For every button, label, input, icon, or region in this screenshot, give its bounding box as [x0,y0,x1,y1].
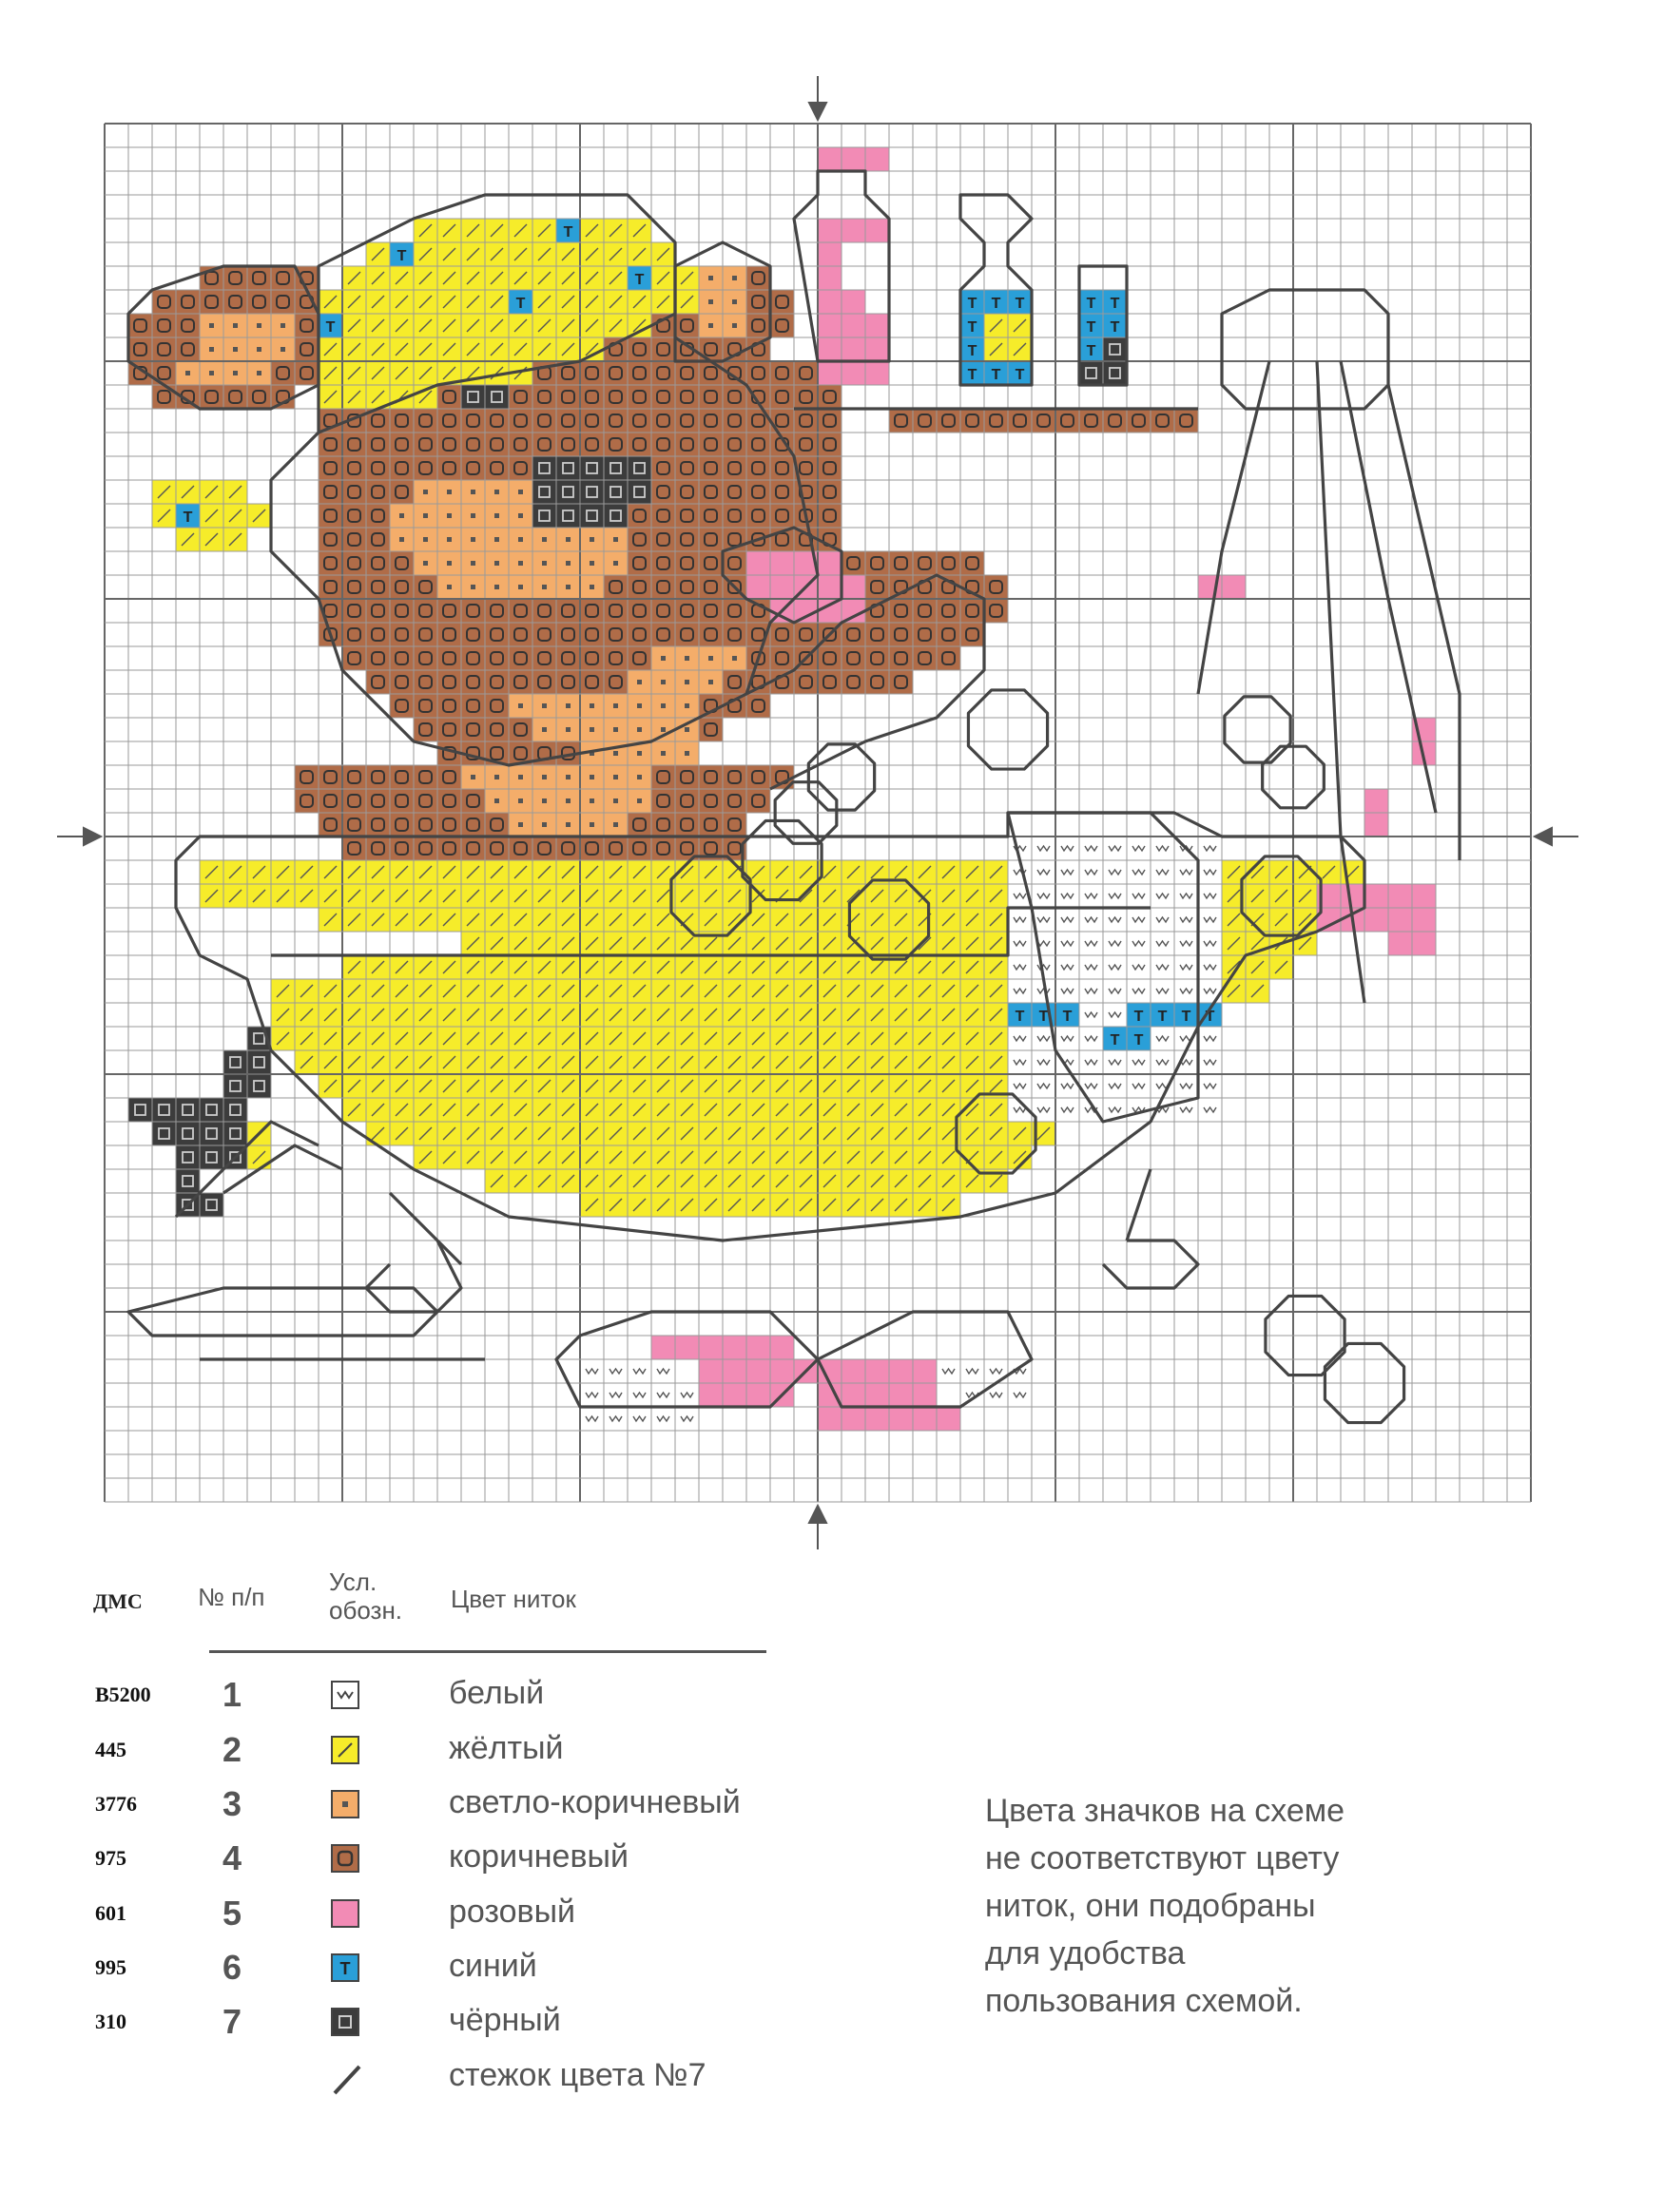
svg-text:T: T [1015,296,1025,312]
bubble-outline [1225,697,1290,762]
dot-icon [331,1790,359,1818]
svg-text:T: T [563,224,573,240]
legend-dmc-code: B5200 [95,1683,151,1706]
legend-color-name: коричневый [449,1838,629,1875]
note-line: ниток, они подобраны [985,1888,1316,1924]
legend-row [0,1944,856,1997]
legend-color-name: синий [449,1948,537,1984]
legend-number: 1 [223,1675,242,1714]
svg-text:T: T [1062,1009,1073,1025]
svg-text:T: T [1133,1009,1144,1025]
svg-text:T: T [339,1959,351,1978]
towel-hook-outline [1222,290,1388,409]
legend-row [0,1998,856,2051]
legend-dmc-code: 310 [95,2010,126,2033]
legend-color-name: розовый [449,1894,576,1930]
symbol-note [985,1787,1518,2025]
svg-text:T: T [515,296,526,312]
legend-row [0,1835,856,1888]
legend-number: 4 [223,1838,242,1877]
legend-dmc-code: 975 [95,1846,126,1870]
legend-row [0,1671,856,1724]
svg-text:T: T [967,343,977,359]
legend-number: 2 [223,1730,242,1769]
solid-square-icon [331,1899,359,1928]
legend-dmc-code: 995 [95,1955,126,1979]
svg-text:T: T [967,296,977,312]
svg-text:T: T [991,367,1001,383]
diagonal-slash-icon [331,1736,359,1764]
svg-text:T: T [1086,296,1096,312]
backstitch-line-icon [331,2063,359,2091]
legend-color-name: чёрный [449,2002,561,2038]
legend-header-symbol-line1: Усл. [329,1568,377,1596]
svg-text:T: T [1015,367,1025,383]
svg-text:T: T [1038,1009,1049,1025]
cross-stitch-pattern-chart [57,76,1597,1559]
svg-text:T: T [1110,319,1120,336]
legend-number: 5 [223,1894,242,1933]
svg-text:T: T [325,319,336,336]
legend-header-number: № п/п [198,1583,265,1611]
svg-text:T: T [397,248,407,264]
svg-text:T: T [967,319,977,336]
legend-color-name: стежок цвета №7 [449,2057,706,2093]
legend-color-name: белый [449,1675,545,1711]
svg-text:T: T [1133,1032,1144,1048]
svg-text:T: T [1181,1009,1191,1025]
svg-text:T: T [1157,1009,1168,1025]
legend-row [0,1726,856,1779]
note-line: Цвета значков на схеме [985,1793,1345,1829]
check-mark-icon [331,1681,359,1709]
note-line: не соответствуют цвету [985,1840,1340,1876]
legend-color-name: жёлтый [449,1730,564,1766]
svg-text:T: T [1015,1009,1025,1025]
tub-leg [1127,1169,1151,1241]
note-line: для удобства [985,1935,1186,1972]
svg-text:T: T [967,367,977,383]
legend-color-name: светло-коричневый [449,1784,741,1820]
legend-header-symbol-line2: обозн. [329,1595,403,1625]
svg-text:T: T [1205,1009,1215,1025]
legend-divider [209,1650,766,1653]
legend-number: 7 [223,2002,242,2041]
legend-row [0,1780,856,1834]
legend-header-color: Цвет ниток [451,1585,576,1613]
svg-text:T: T [1086,319,1096,336]
letter-t-icon [331,1953,359,1982]
svg-text:T: T [991,296,1001,312]
legend-row [0,1890,856,1943]
filled-square-icon [331,2008,359,2036]
legend-dmc-code: 445 [95,1738,126,1761]
svg-text:T: T [1110,1032,1120,1048]
svg-text:T: T [183,510,193,526]
legend-number: 6 [223,1948,242,1987]
legend-number: 3 [223,1784,242,1823]
svg-text:T: T [1086,343,1096,359]
legend-header-dmc: ДМС [93,1589,143,1613]
legend-dmc-code: 601 [95,1901,126,1925]
svg-text:T: T [634,272,645,288]
circle-icon [331,1844,359,1873]
tub-leg [390,1193,461,1264]
svg-text:T: T [1110,296,1120,312]
legend-row [0,2053,856,2106]
note-line: пользования схемой. [985,1983,1303,2019]
legend-header-symbol [329,1568,402,1625]
legend-dmc-code: 3776 [95,1792,137,1816]
pattern-grid [57,76,1597,1559]
